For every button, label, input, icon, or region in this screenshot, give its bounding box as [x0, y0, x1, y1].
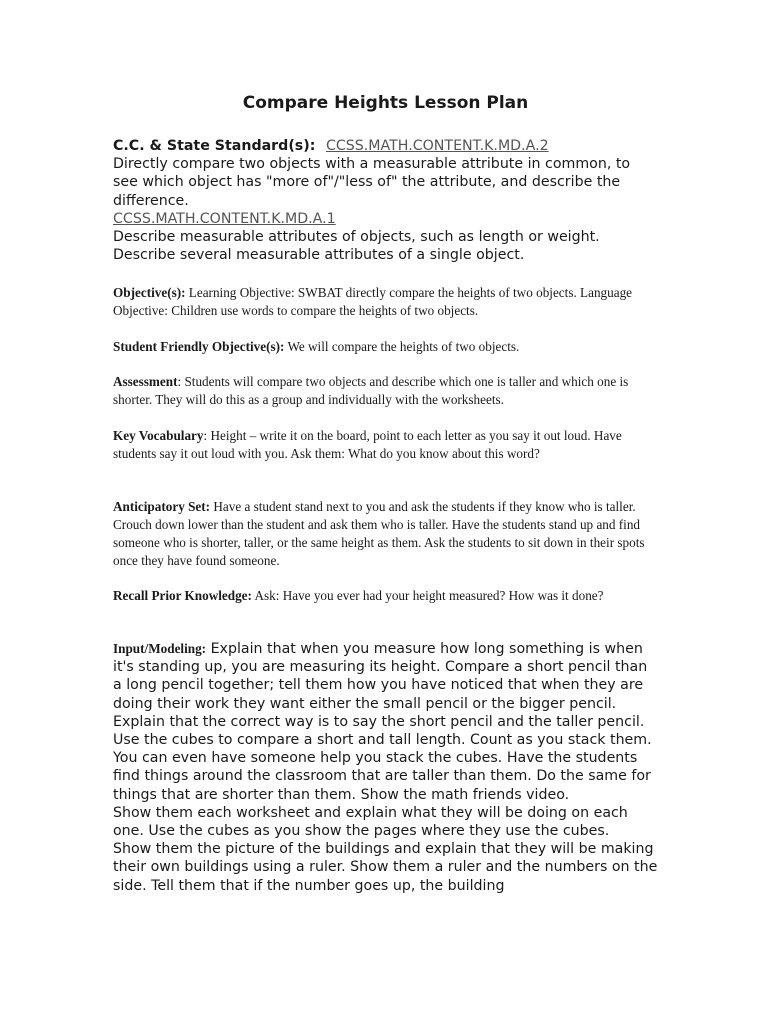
- standard-link-md-a-1[interactable]: CCSS.MATH.CONTENT.K.MD.A.1: [113, 210, 336, 227]
- page-title: Compare Heights Lesson Plan: [242, 93, 529, 113]
- student-friendly-text: We will compare the heights of two objects.: [284, 339, 520, 354]
- input-label: Input/Modeling:: [113, 641, 207, 656]
- student-friendly-label: Student Friendly Objective(s):: [113, 339, 285, 354]
- vocabulary-label: Key Vocabulary: [113, 428, 204, 443]
- standard-description-2: Describe measurable attributes of objects, such as length or weight. Describe several measurable attributes of a single object.: [113, 229, 600, 264]
- vocabulary-text: : Height – write it on the board, point to each letter as you say it out loud. Have students say it out loud with you. Ask them: What do you know about this word?: [113, 428, 622, 461]
- standard-link-md-a-2[interactable]: CCSS.MATH.CONTENT.K.MD.A.2: [325, 138, 549, 154]
- anticipatory-label: Anticipatory Set:: [113, 499, 211, 514]
- standard-description-1: Directly compare two objects with a measurable attribute in common, to see which object has "more of"/"less of" the attribute, and describe the difference.: [113, 156, 631, 209]
- standards-label: C.C. & State Standard(s):: [113, 138, 316, 154]
- objectives-label: Objective(s):: [113, 285, 186, 300]
- assessment-section: [113, 373, 658, 409]
- assessment-label: Assessment: [113, 374, 178, 389]
- recall-text: Ask: Have you ever had your height measured? How was it done?: [251, 588, 604, 603]
- input-text-1: Explain that when you measure how long something is when it's standing up, you are measuring its height. Compare a short pencil than a long pencil together; tell them how you have noticed that when they are doing their work they want either the small pencil or the bigger pencil. Explain that the correct way is to say the short pencil and the taller pencil. Use the cubes to compare a short and tall length. Count as you stack them. You can even have someone help you stack the cubes. Have the students find things around the classroom that are taller than them. Do the same for things that are shorter than them. Show the math friends video.: [113, 641, 652, 803]
- input-modeling-section: [113, 640, 658, 895]
- input-text-2: Show them each worksheet and explain what they will be doing on each one. Use the cubes as you show the pages where they use the cubes.: [113, 804, 628, 840]
- vocabulary-section: [113, 427, 658, 463]
- standards-section: [113, 137, 658, 264]
- anticipatory-set-section: [113, 498, 658, 570]
- recall-section: [113, 587, 658, 605]
- objectives-section: [113, 284, 658, 320]
- student-friendly-section: [113, 338, 658, 356]
- anticipatory-text: Have a student stand next to you and ask the students if they know who is taller. Crouch down lower than the student and ask them who is taller. Have the students stand up and find someone who is shorter, taller, or the same height as them. Ask the students to sit down in their spots once they have found someone.: [113, 499, 645, 568]
- objectives-text: Learning Objective: SWBAT directly compare the heights of two objects. Language Objective: Children use words to compare the heights of two objects.: [113, 285, 633, 318]
- recall-label: Recall Prior Knowledge:: [113, 588, 252, 603]
- input-text-3: Show them the picture of the buildings and explain that they will be making their own buildings using a ruler. Show them a ruler and the numbers on the side. Tell them that if the number goes up, the building: [113, 841, 658, 894]
- assessment-text: : Students will compare two objects and describe which one is taller and which one is shorter. They will do this as a group and individually with the worksheets.: [113, 374, 629, 407]
